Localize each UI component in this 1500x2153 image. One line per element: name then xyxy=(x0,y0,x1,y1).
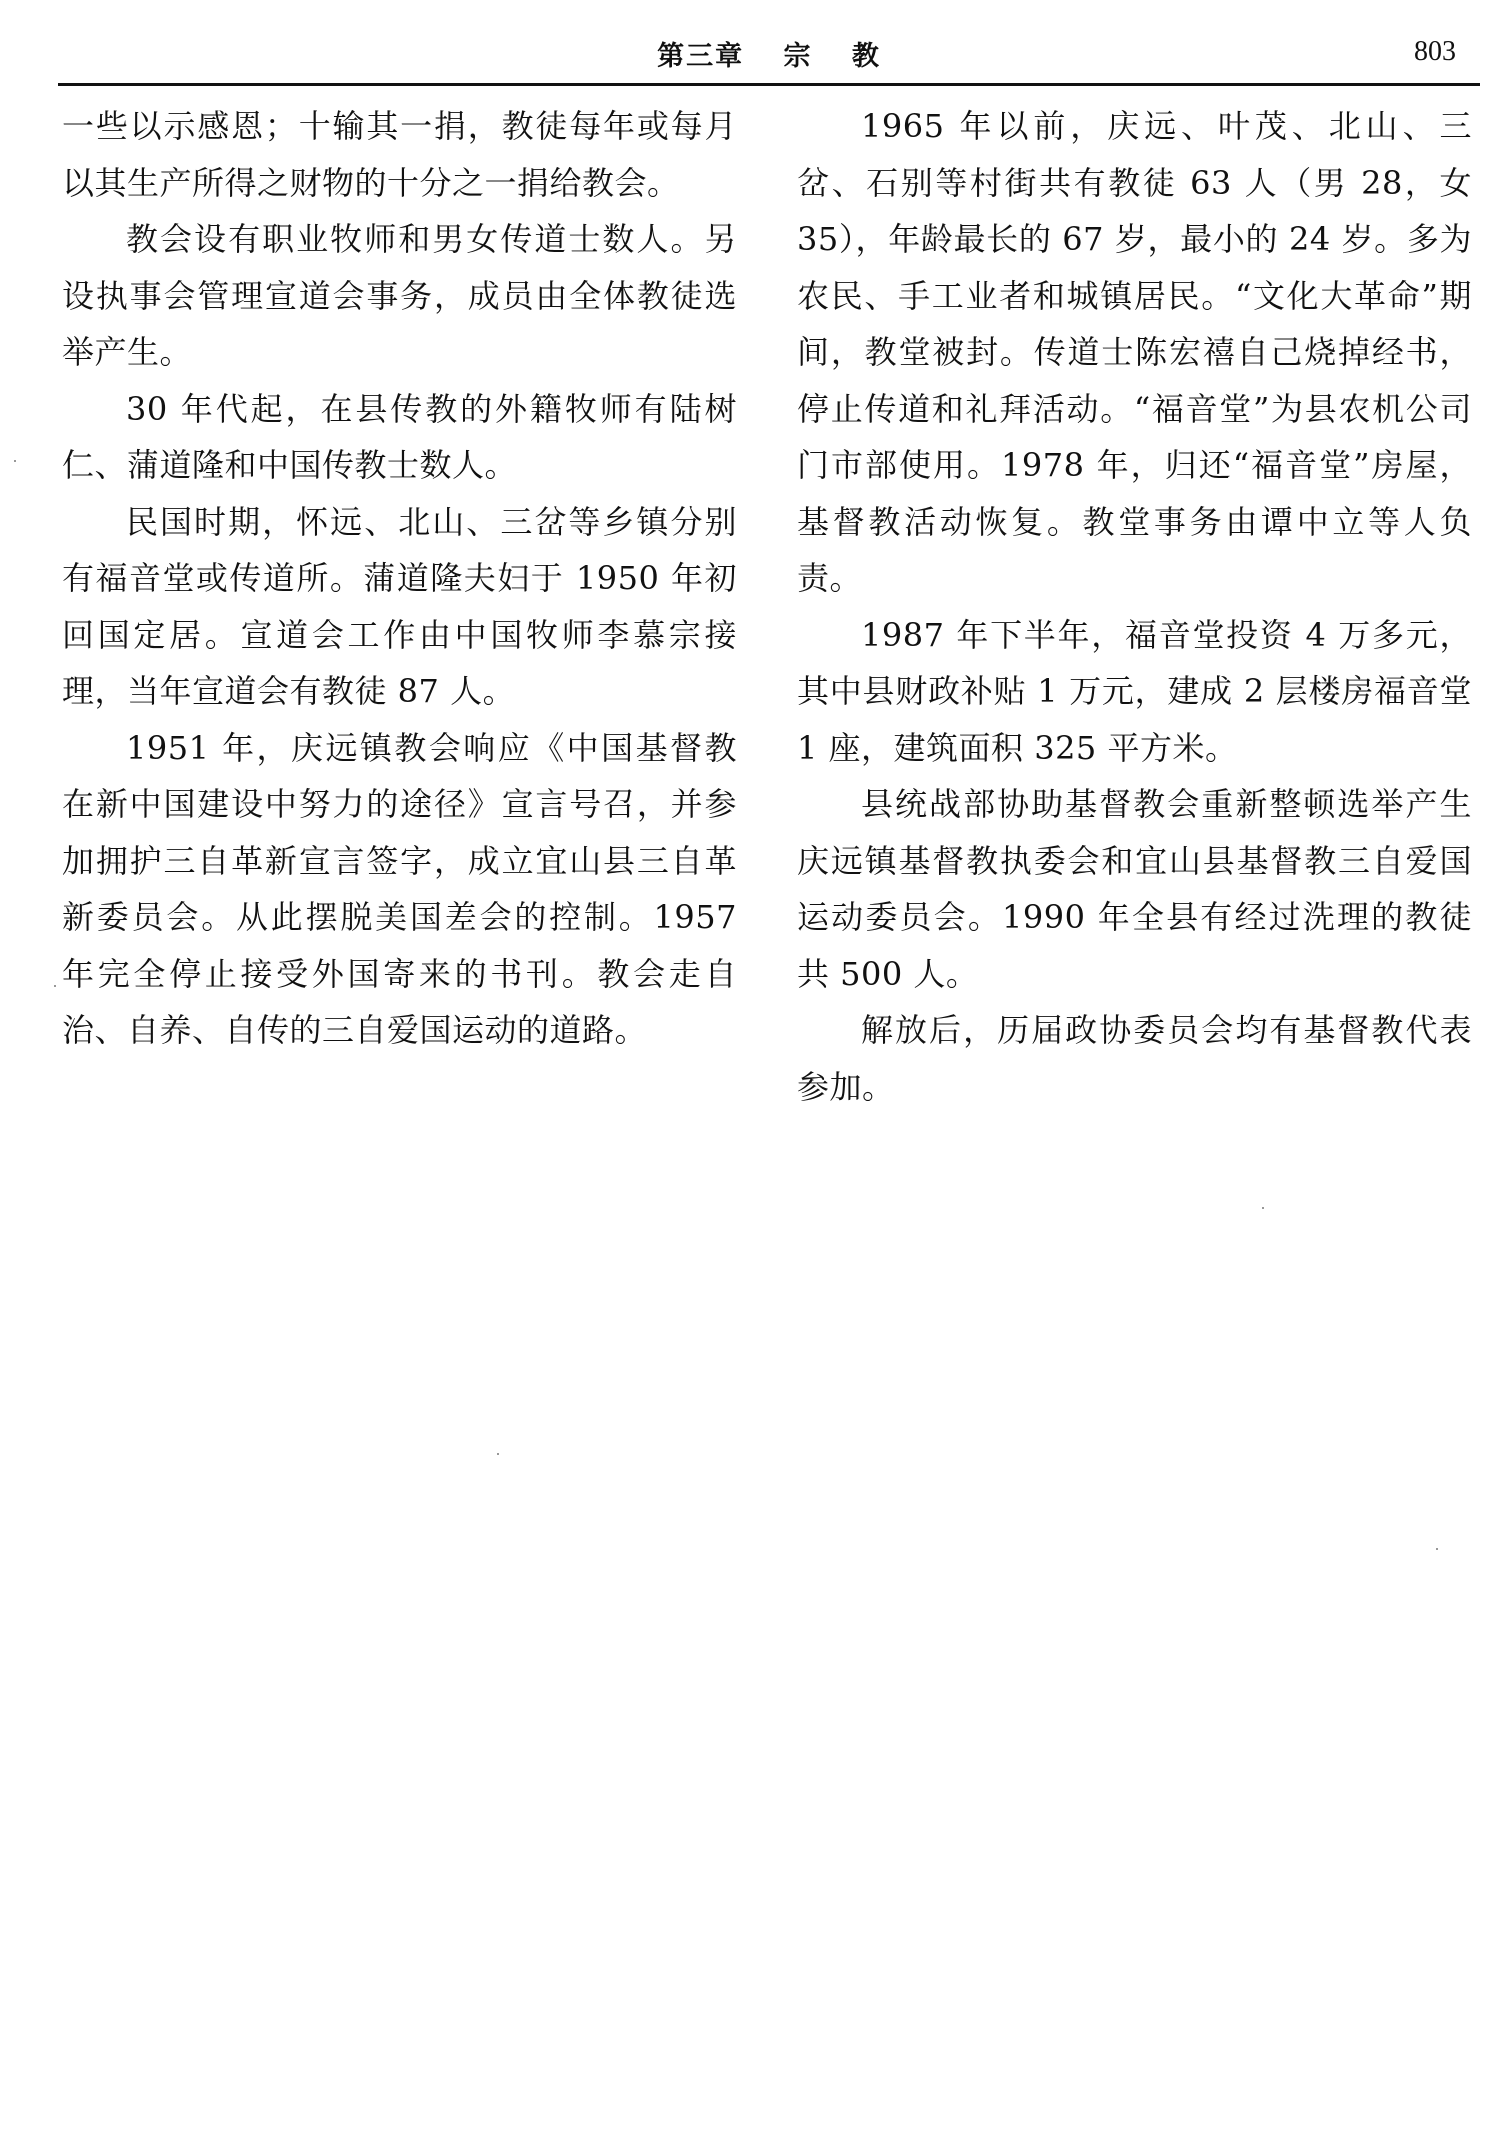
scan-speck xyxy=(54,985,56,987)
scan-speck xyxy=(1262,1207,1264,1209)
paragraph: 1951 年，庆远镇教会响应《中国基督教在新中国建设中努力的途径》宣言号召，并参加拥护三自革新宣言签字，成立宜山县三自革新委员会。从此摆脱美国差会的控制。1957 年完全停止接受外国寄来的书刊。教会走自治、自养、自传的三自爱国运动的道路。 xyxy=(62,728,737,1049)
left-column xyxy=(62,98,737,1059)
paragraph: 30 年代起，在县传教的外籍牧师有陆树仁、蒲道隆和中国传教士数人。 xyxy=(62,389,737,484)
paragraph: 县统战部协助基督教会重新整顿选举产生庆远镇基督教执委会和宜山县基督教三自爱国运动委员会。1990 年全县有经过洗理的教徒共 500 人。 xyxy=(797,785,1472,993)
page-header xyxy=(58,30,1480,86)
scan-speck xyxy=(14,460,16,462)
running-header-title: 第三章 宗 教 xyxy=(657,41,881,72)
paragraph: 民国时期，怀远、北山、三岔等乡镇分别有福音堂或传道所。蒲道隆夫妇于 1950 年初回国定居。宣道会工作由中国牧师李慕宗接理，当年宣道会有教徒 87 人。 xyxy=(62,502,737,710)
right-column xyxy=(797,98,1472,1115)
paragraph-continued: 一些以示感恩；十输其一捐，教徒每年或每月以其生产所得之财物的十分之一捐给教会。 xyxy=(62,107,737,202)
scan-speck xyxy=(1436,1548,1438,1550)
paragraph: 教会设有职业牧师和男女传道士数人。另设执事会管理宣道会事务，成员由全体教徒选举产生。 xyxy=(62,220,737,371)
page-number: 803 xyxy=(1414,36,1456,67)
header-rule xyxy=(58,83,1480,86)
paragraph: 1965 年以前，庆远、叶茂、北山、三岔、石别等村街共有教徒 63 人（男 28，女 35），年龄最长的 67 岁，最小的 24 岁。多为农民、手工业者和城镇居民。“文化大革命”期间，教堂被封。传道士陈宏禧自己烧掉经书，停止传道和礼拜活动。“福音堂”为县农机公司门市部使用。1978 年，归还“福音堂”房屋，基督教活动恢复。教堂事务由谭中立等人负责。 xyxy=(797,107,1472,597)
scan-speck xyxy=(497,1453,499,1455)
paragraph: 解放后，历届政协委员会均有基督教代表参加。 xyxy=(797,1011,1472,1106)
paragraph: 1987 年下半年，福音堂投资 4 万多元，其中县财政补贴 1 万元，建成 2 层楼房福音堂 1 座，建筑面积 325 平方米。 xyxy=(797,615,1472,767)
